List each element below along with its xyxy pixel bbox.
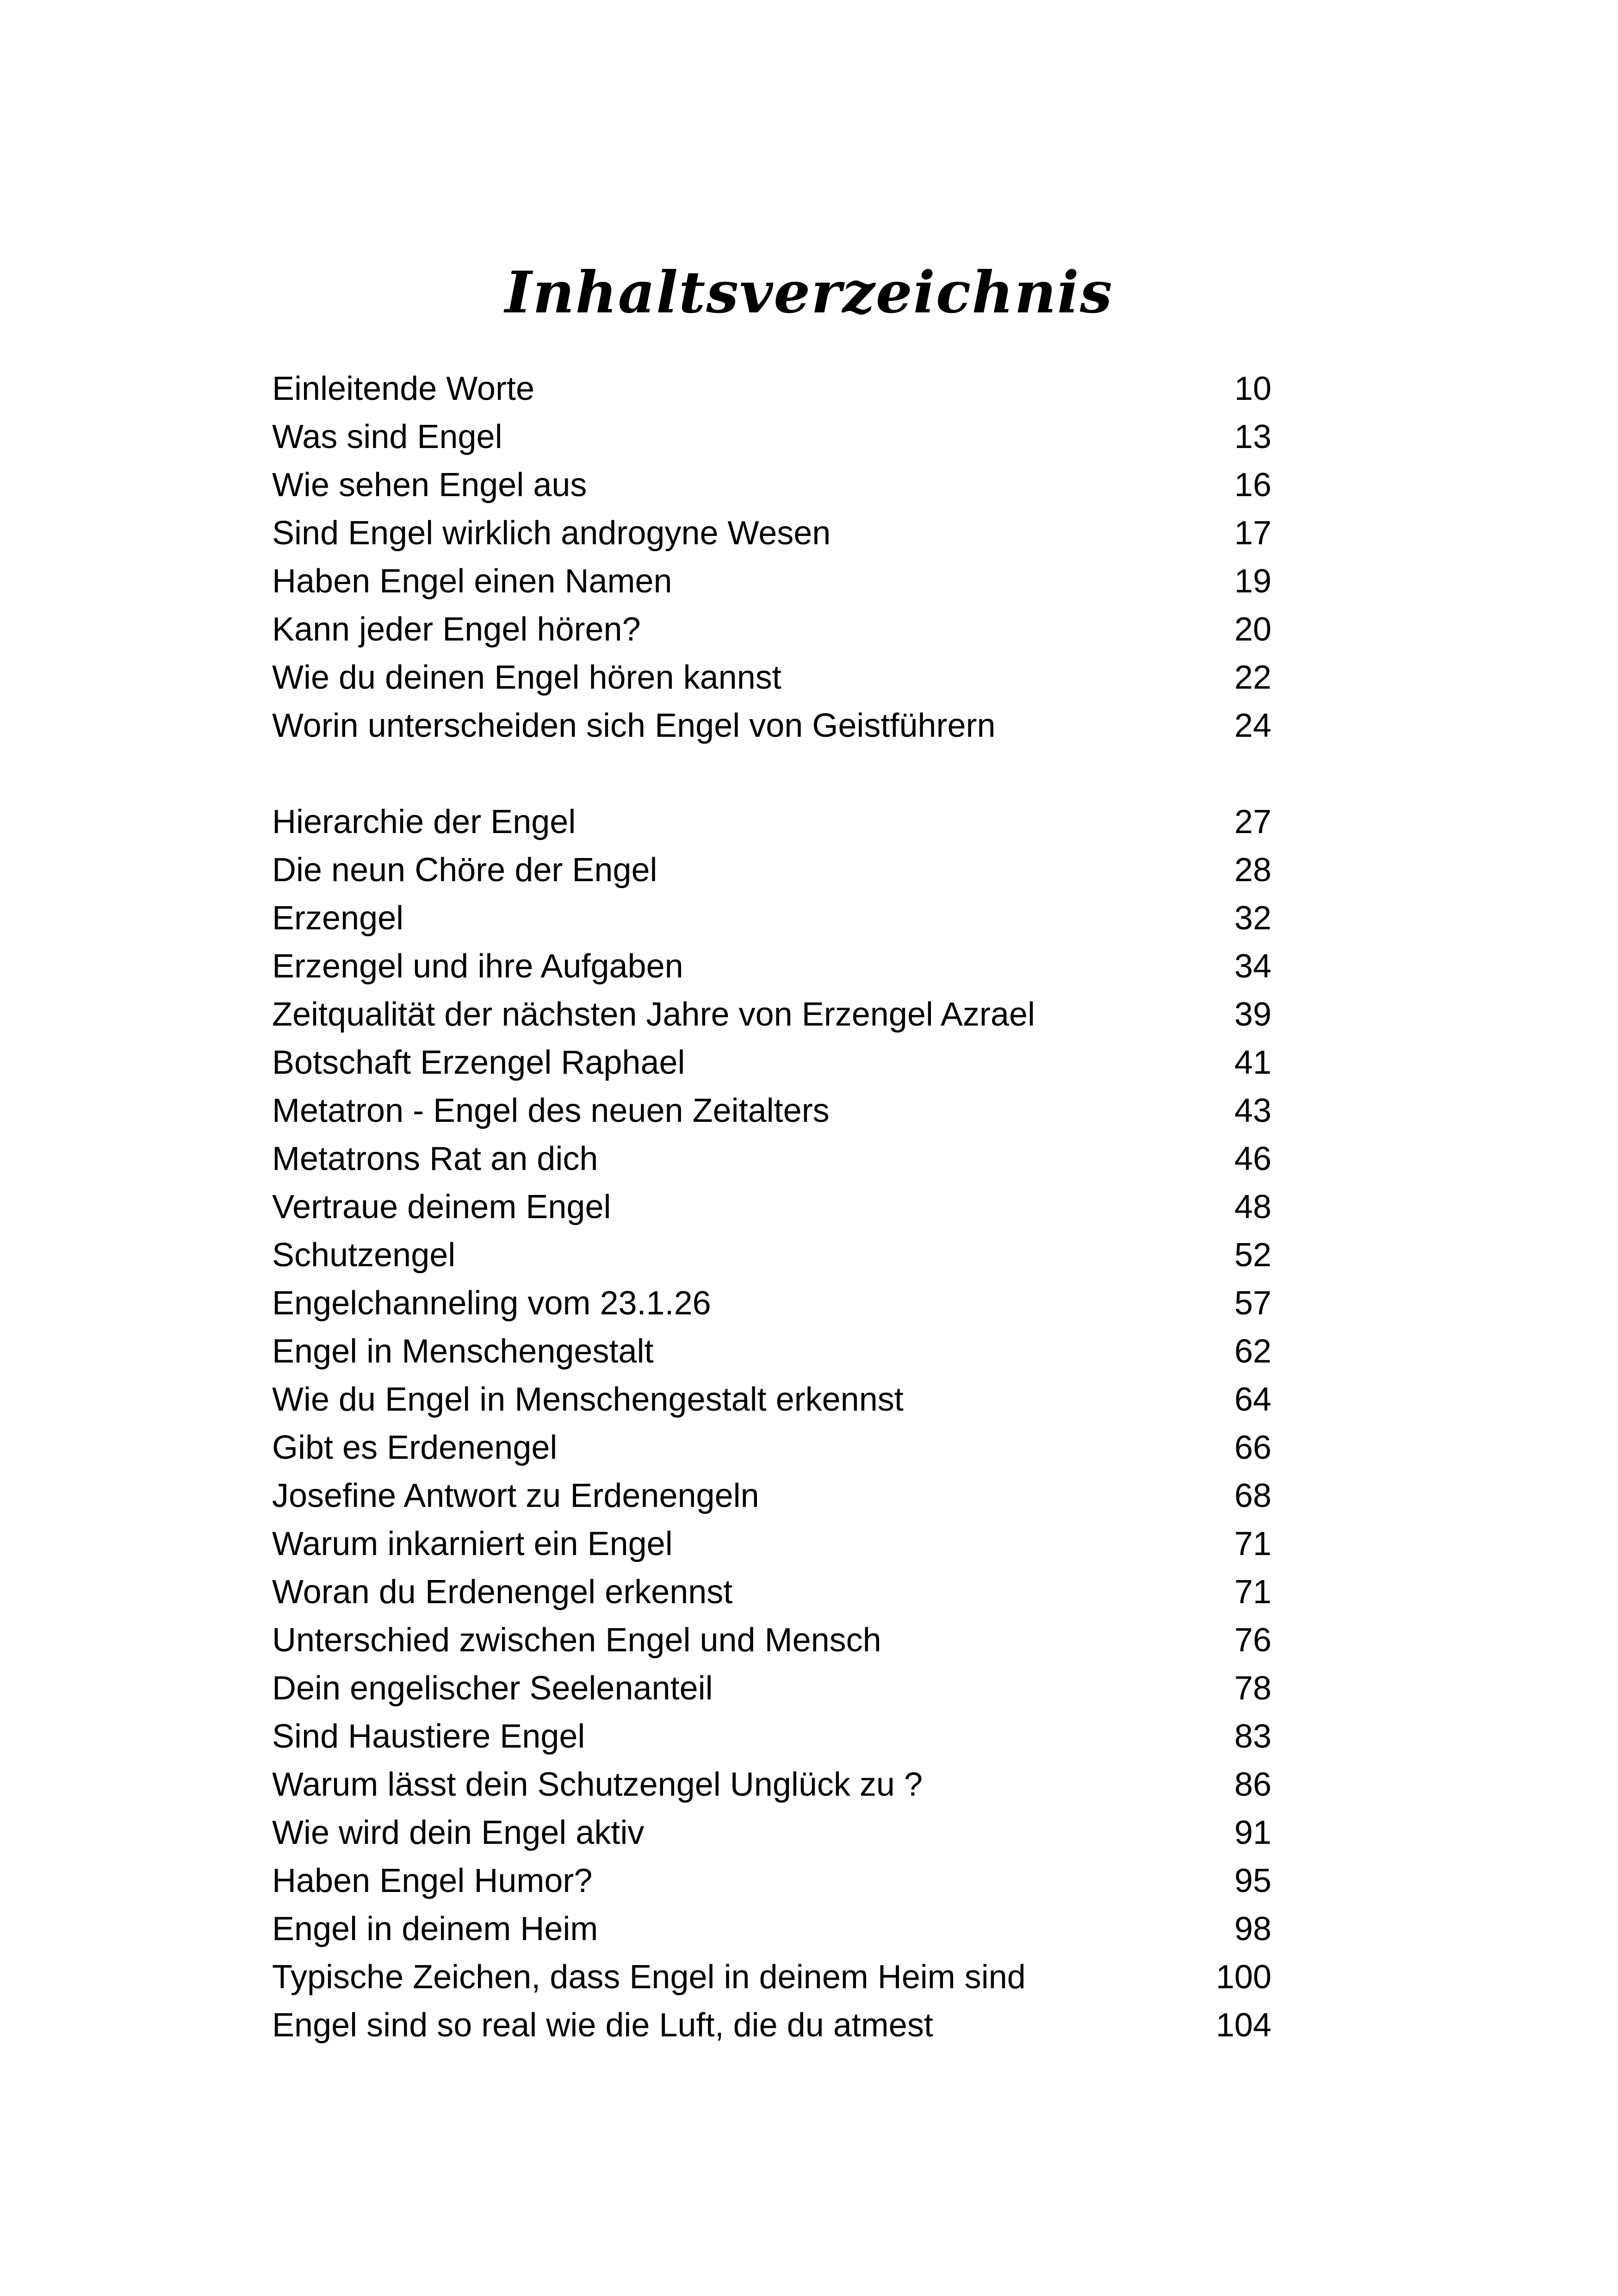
- toc-entry: [272, 1905, 1271, 1953]
- toc-entry-page-number: 62: [1234, 1333, 1271, 1370]
- toc-entry-page-number: 32: [1234, 900, 1271, 937]
- toc-entry: [272, 653, 1271, 702]
- toc-entry: [272, 605, 1271, 653]
- toc-entry: [272, 1568, 1271, 1616]
- toc-entry-title: Dein engelischer Seelenanteil: [272, 1670, 713, 1707]
- toc-entry-page-number: 27: [1234, 803, 1271, 840]
- toc-entry: [272, 1616, 1271, 1664]
- toc-entry-title: Metatron - Engel des neuen Zeitalters: [272, 1092, 830, 1129]
- toc-entry-title: Erzengel und ihre Aufgaben: [272, 948, 683, 985]
- toc-entry-title: Engel in deinem Heim: [272, 1910, 598, 1948]
- toc-entry-page-number: 100: [1215, 1959, 1271, 1996]
- toc-entry-page-number: 64: [1234, 1381, 1271, 1418]
- toc-entry: [272, 1472, 1271, 1520]
- toc-entry-page-number: 13: [1234, 418, 1271, 455]
- toc-entry-title: Wie wird dein Engel aktiv: [272, 1814, 645, 1851]
- toc-entry-page-number: 52: [1234, 1237, 1271, 1274]
- toc-entry: [272, 798, 1271, 846]
- toc-entry-page-number: 24: [1234, 707, 1271, 744]
- toc-entry-title: Sind Engel wirklich androgyne Wesen: [272, 515, 831, 552]
- toc-section: [272, 798, 1271, 2049]
- toc-section: [272, 365, 1271, 750]
- toc-entry-page-number: 34: [1234, 948, 1271, 985]
- toc-entry: [272, 365, 1271, 413]
- toc-entry-page-number: 39: [1234, 996, 1271, 1033]
- toc-entry-page-number: 104: [1215, 2007, 1271, 2044]
- toc-entry-title: Woran du Erdenengel erkennst: [272, 1574, 733, 1611]
- toc-entry-page-number: 71: [1234, 1574, 1271, 1611]
- toc-entry: [272, 942, 1271, 990]
- toc-entry: [272, 1231, 1271, 1279]
- toc-entry-page-number: 20: [1234, 611, 1271, 648]
- toc-entry-title: Wie du deinen Engel hören kannst: [272, 659, 781, 696]
- toc-entry-title: Unterschied zwischen Engel und Mensch: [272, 1622, 881, 1659]
- toc-entry: [272, 1424, 1271, 1472]
- toc-entry: [272, 990, 1271, 1039]
- toc-entry-page-number: 16: [1234, 467, 1271, 504]
- toc-entry-title: Einleitende Worte: [272, 370, 534, 407]
- toc-entry: [272, 894, 1271, 942]
- toc-entry-title: Engel sind so real wie die Luft, die du atmest: [272, 2007, 933, 2044]
- toc-entry-title: Die neun Chöre der Engel: [272, 852, 657, 889]
- toc-entry: [272, 461, 1271, 509]
- toc-entry-title: Gibt es Erdenengel: [272, 1429, 558, 1466]
- toc-entry-page-number: 57: [1234, 1285, 1271, 1322]
- toc-entry-title: Wie sehen Engel aus: [272, 467, 587, 504]
- toc-entry-page-number: 86: [1234, 1766, 1271, 1803]
- toc-entry-title: Metatrons Rat an dich: [272, 1140, 598, 1177]
- toc-entry-title: Erzengel: [272, 900, 404, 937]
- toc-entry-title: Hierarchie der Engel: [272, 803, 576, 840]
- toc-entry: [272, 702, 1271, 750]
- toc-entry-page-number: 19: [1234, 563, 1271, 600]
- toc-entry-page-number: 66: [1234, 1429, 1271, 1466]
- toc-entry-page-number: 78: [1234, 1670, 1271, 1707]
- toc-entry-title: Zeitqualität der nächsten Jahre von Erzengel Azrael: [272, 996, 1035, 1033]
- toc-entry-page-number: 48: [1234, 1188, 1271, 1226]
- toc-entry-title: Schutzengel: [272, 1237, 456, 1274]
- toc-entry: [272, 1183, 1271, 1231]
- toc-entry-title: Typische Zeichen, dass Engel in deinem Heim sind: [272, 1959, 1026, 1996]
- toc-entry-title: Warum inkarniert ein Engel: [272, 1525, 673, 1562]
- toc-entry-page-number: 41: [1234, 1044, 1271, 1081]
- toc-entry: [272, 1327, 1271, 1375]
- toc-entry-page-number: 83: [1234, 1718, 1271, 1755]
- page-title: Inhaltsverzeichnis: [505, 259, 1113, 327]
- toc-entry-title: Josefine Antwort zu Erdenengeln: [272, 1477, 759, 1514]
- toc-entry-title: Vertraue deinem Engel: [272, 1188, 611, 1226]
- toc-entry-page-number: 68: [1234, 1477, 1271, 1514]
- toc-entry: [272, 1279, 1271, 1327]
- toc-entry-title: Haben Engel Humor?: [272, 1862, 593, 1899]
- toc-entry-title: Haben Engel einen Namen: [272, 563, 672, 600]
- toc-entry-page-number: 95: [1234, 1862, 1271, 1899]
- toc-entry-title: Botschaft Erzengel Raphael: [272, 1044, 685, 1081]
- toc-entry: [272, 1761, 1271, 1809]
- toc-entry-title: Kann jeder Engel hören?: [272, 611, 641, 648]
- toc-entry: [272, 413, 1271, 461]
- toc-entry: [272, 1039, 1271, 1087]
- toc-entry: [272, 1809, 1271, 1857]
- toc-entry-title: Engelchanneling vom 23.1.26: [272, 1285, 711, 1322]
- table-of-contents: [272, 365, 1271, 2049]
- toc-entry: [272, 557, 1271, 605]
- toc-entry: [272, 2001, 1271, 2049]
- toc-entry: [272, 1135, 1271, 1183]
- toc-entry-page-number: 46: [1234, 1140, 1271, 1177]
- toc-entry-page-number: 91: [1234, 1814, 1271, 1851]
- toc-entry-title: Engel in Menschengestalt: [272, 1333, 654, 1370]
- toc-entry: [272, 509, 1271, 557]
- toc-entry: [272, 1087, 1271, 1135]
- toc-entry: [272, 1520, 1271, 1568]
- toc-entry-title: Worin unterscheiden sich Engel von Geistführern: [272, 707, 996, 744]
- toc-entry-title: Was sind Engel: [272, 418, 502, 455]
- toc-entry: [272, 1375, 1271, 1424]
- toc-entry-page-number: 28: [1234, 852, 1271, 889]
- toc-entry: [272, 1857, 1271, 1905]
- toc-entry: [272, 1712, 1271, 1761]
- toc-entry: [272, 1953, 1271, 2001]
- toc-entry-page-number: 10: [1234, 370, 1271, 407]
- toc-entry-page-number: 71: [1234, 1525, 1271, 1562]
- toc-entry-title: Warum lässt dein Schutzengel Unglück zu ?: [272, 1766, 923, 1803]
- toc-entry-page-number: 22: [1234, 659, 1271, 696]
- toc-entry-title: Wie du Engel in Menschengestalt erkennst: [272, 1381, 904, 1418]
- toc-entry: [272, 1664, 1271, 1712]
- toc-entry-page-number: 17: [1234, 515, 1271, 552]
- toc-entry-page-number: 76: [1234, 1622, 1271, 1659]
- toc-entry: [272, 846, 1271, 894]
- toc-entry-page-number: 43: [1234, 1092, 1271, 1129]
- toc-entry-title: Sind Haustiere Engel: [272, 1718, 585, 1755]
- toc-entry-page-number: 98: [1234, 1910, 1271, 1948]
